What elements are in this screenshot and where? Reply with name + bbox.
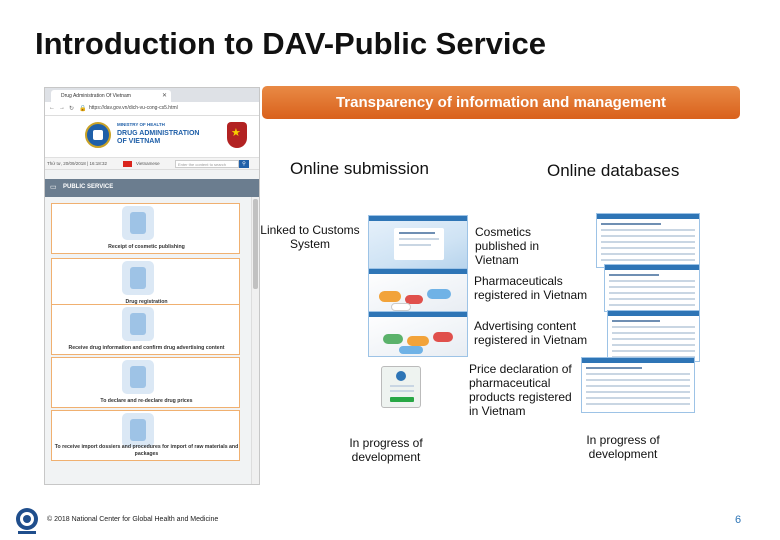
service-label: To declare and re-declare drug prices [100,397,193,404]
banner: Transparency of information and management [262,86,740,119]
browser-screenshot [44,87,260,485]
ncgm-logo-icon [12,506,42,536]
page-number: 6 [735,514,742,526]
service-label: To receive import dossiers and procedures for import of raw materials and packages [54,444,239,457]
lock-icon: 🔒 [79,106,87,112]
db-cosmetics-label: Cosmetics published in Vietnam [475,225,540,267]
site-search-input[interactable]: Enter the content to search [175,160,239,168]
advertising-database-screenshot [607,310,700,362]
scrollbar-thumb[interactable] [253,199,258,289]
advertising-submission-screenshot [368,311,468,357]
address-bar[interactable] [45,102,259,116]
site-name-line-1: DRUG ADMINISTRATION [117,130,200,137]
browser-tab-strip [45,88,259,102]
forward-icon[interactable]: → [59,105,65,111]
medicine-icon [122,261,154,295]
url-text: https://dav.gov.vn/dich-vu-cong-cs5.html [89,105,178,111]
db-pharmaceuticals-label: Pharmaceuticals registered in Vietnam [474,274,588,302]
service-label: Receive drug information and confirm drug advertising content [68,344,225,351]
db-advertising-label: Advertising content registered in Vietnam [474,319,588,347]
site-name [117,130,199,146]
date-display: Thứ tư, 20/09/2018 | 16:18:32 [47,161,107,166]
pills-icon [122,307,154,341]
submission-in-progress [338,436,434,464]
dav-logo-icon[interactable] [85,122,111,148]
in-progress-text: In progress of development [586,433,660,461]
service-card-import[interactable] [51,410,240,461]
reload-icon[interactable]: ↻ [69,106,75,112]
price-database-screenshot [581,357,695,413]
vietnam-flag-icon[interactable] [123,161,132,167]
site-header [45,116,259,158]
public-service-bar [45,179,259,197]
db-price-label: Price declaration of pharmaceutical products registered in Vietnam [469,362,572,418]
emblem-icon: ★ [227,122,247,148]
browser-tab[interactable] [51,90,171,102]
search-icon[interactable]: ⚲ [239,160,249,168]
online-databases-heading: Online databases [547,161,680,180]
service-card-cosmetic[interactable] [51,203,240,254]
close-icon[interactable]: ✕ [161,93,167,99]
language-selector[interactable]: Vietnamese [136,161,160,166]
capsule-icon [122,413,154,447]
back-icon[interactable]: ← [49,105,55,111]
service-card-drug-advertising[interactable] [51,304,240,355]
price-declaration-login-screenshot [381,366,421,408]
pharmaceuticals-database-screenshot [604,264,700,312]
browser-scrollbar[interactable] [251,197,259,485]
slide-title: Introduction to DAV-Public Service [35,26,546,61]
monitor-icon: ▭ [50,184,57,191]
public-service-label: PUBLIC SERVICE [63,184,114,190]
utility-bar [45,158,259,170]
site-name-line-2: OF VIETNAM [117,138,161,145]
pharmaceutical-submission-screenshot [368,268,468,313]
service-label: Drug registration [125,298,168,305]
customs-system-screenshot [368,215,468,272]
browser-tab-title: Drug Administration Of Vietnam [61,93,131,99]
cosmetics-database-screenshot [596,213,700,268]
in-progress-text: In progress of development [349,436,423,464]
cosmetic-icon [122,206,154,240]
databases-in-progress [575,433,671,461]
service-card-drug-registration[interactable] [51,258,240,309]
price-tag-icon [122,360,154,394]
customs-label: Linked to Customs System [260,223,360,251]
footer-copyright: © 2018 National Center for Global Health and Medicine [47,516,219,523]
service-card-drug-prices[interactable] [51,357,240,408]
service-label: Receipt of cosmetic publishing [108,243,185,250]
site-subtitle: MINISTRY OF HEALTH [117,122,165,127]
online-submission-heading: Online submission [290,159,429,178]
